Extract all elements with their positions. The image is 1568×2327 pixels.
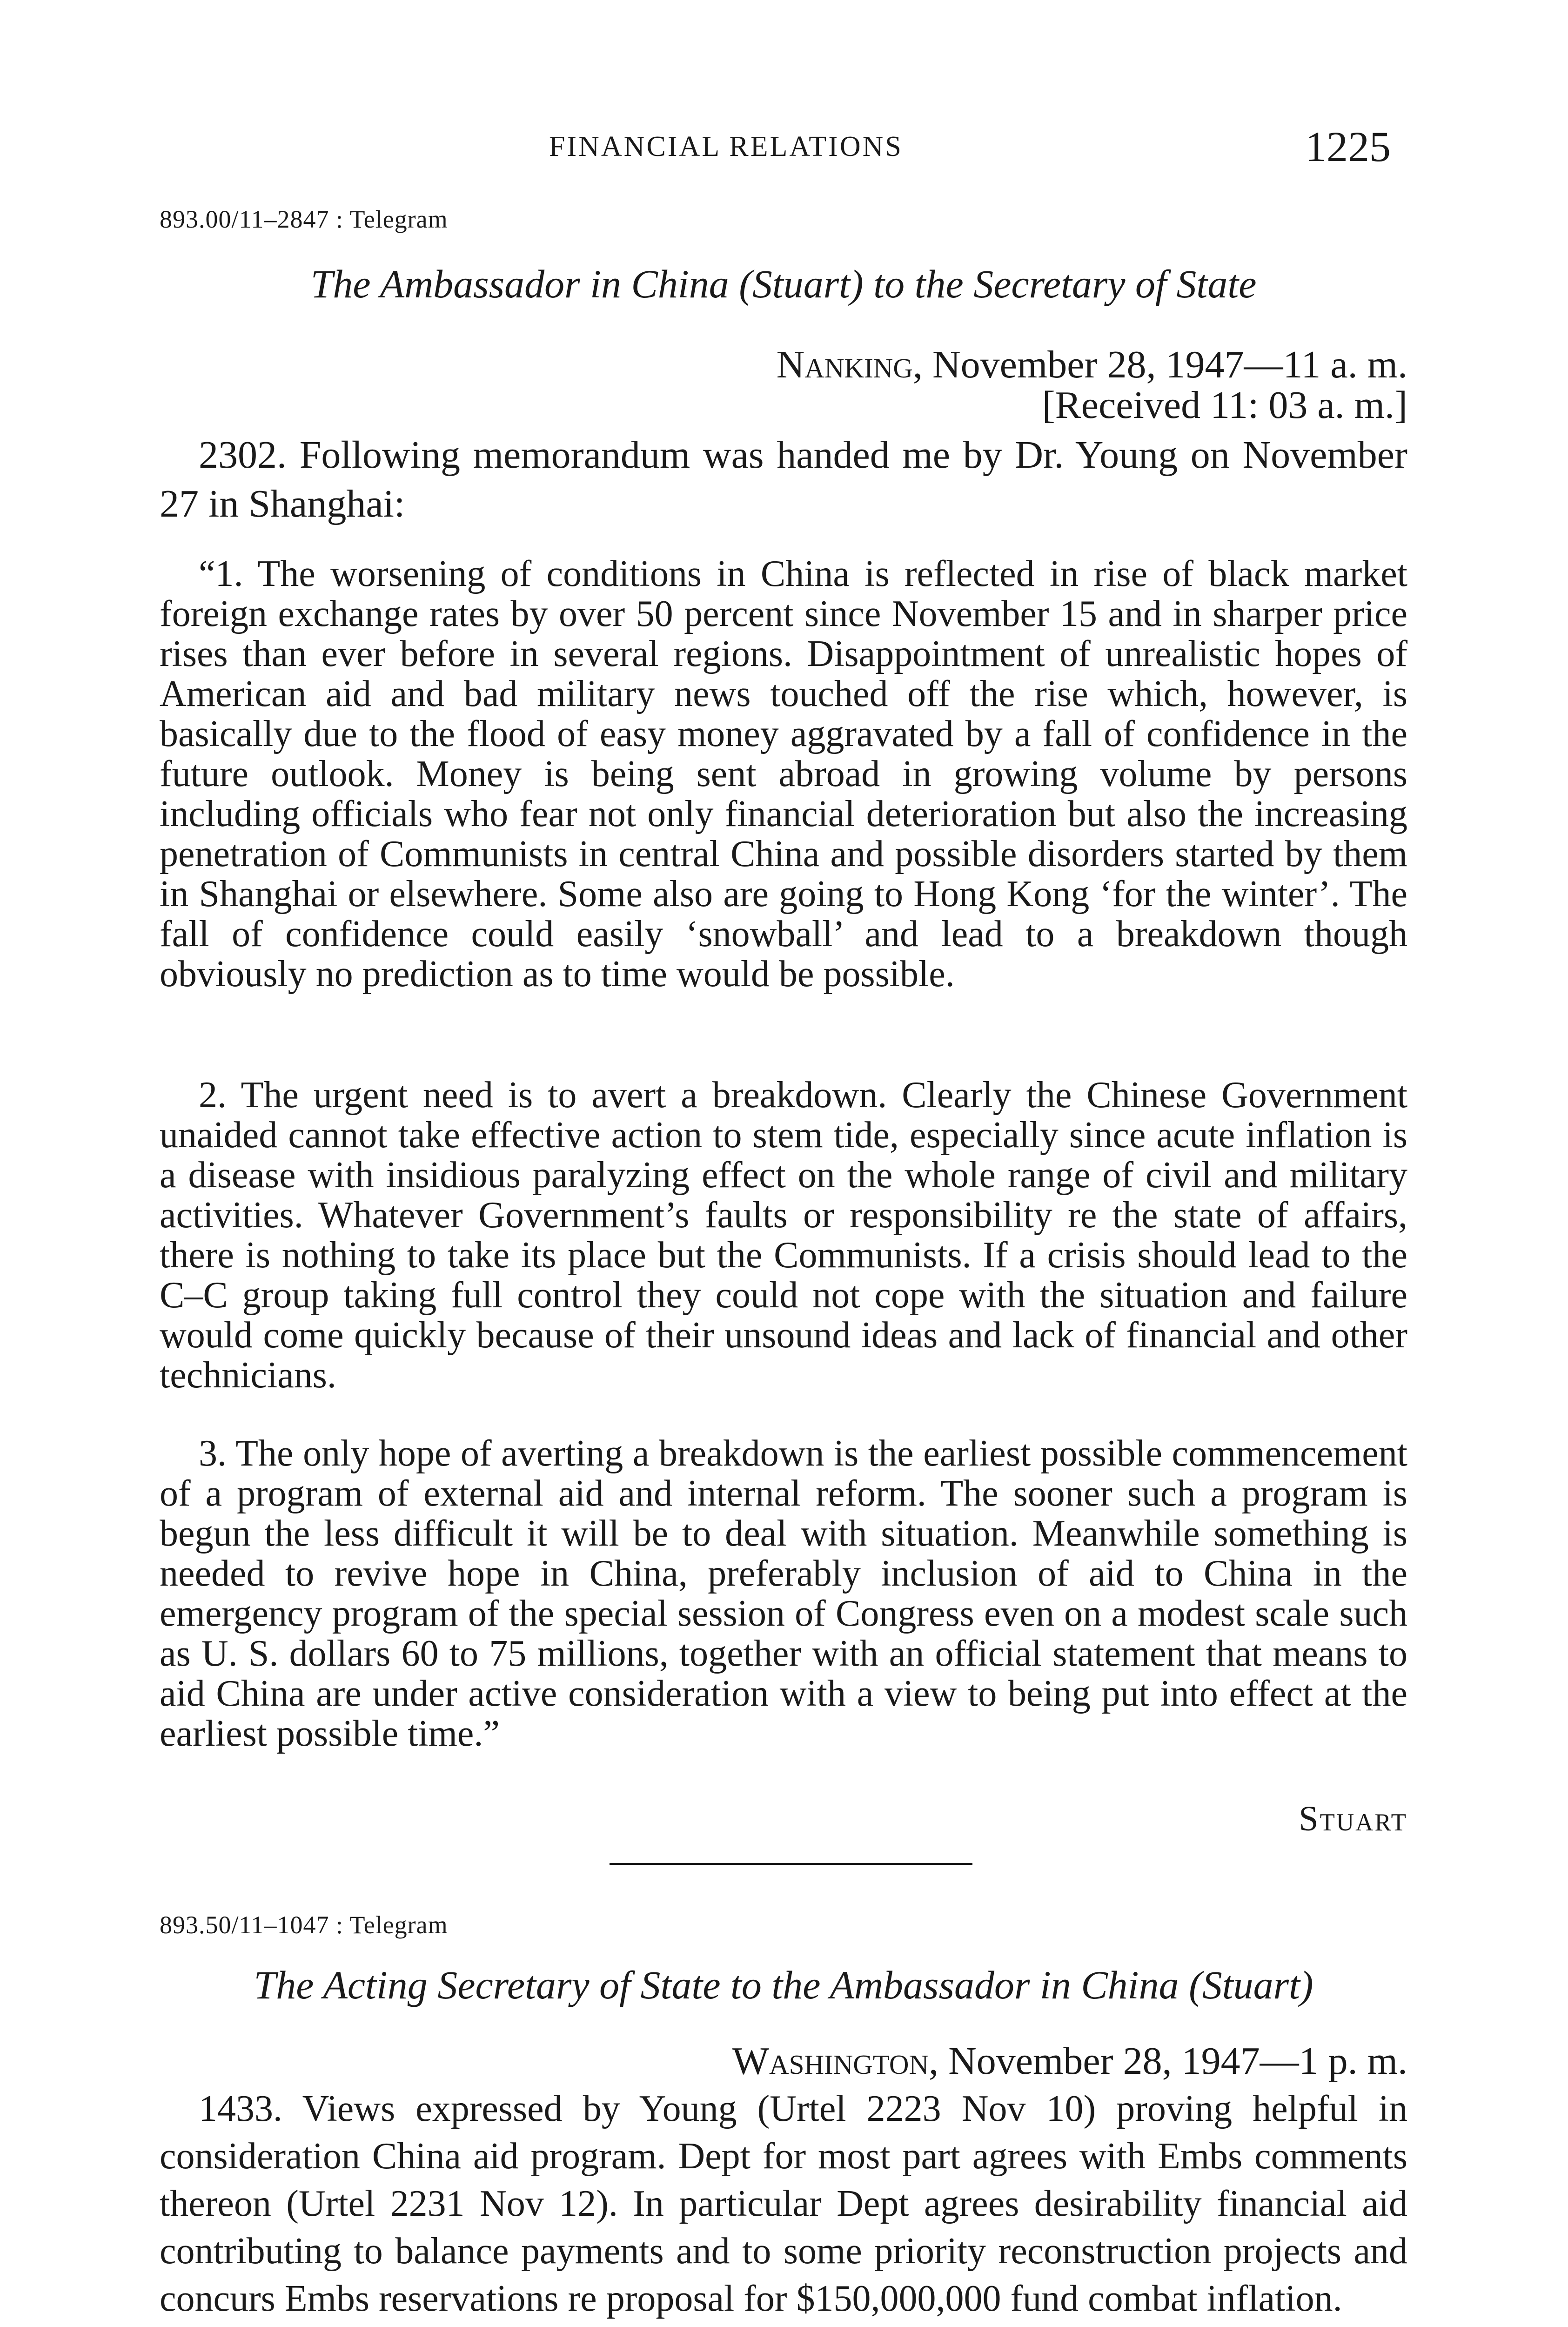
dateline-place-2: Washington, (732, 2039, 939, 2083)
memorandum-paragraph-2: 2. The urgent need is to avert a breakdown. Clearly the Chinese Government unaided cannot take effective action to stem tide, especially since acute inflation is a disease with insidious paralyzing effect on the whole range of civil and military activities. Whatever Government’s faults or responsibility re the state of affairs, there is nothing to take its place but the Communists. If a crisis should lead to the C–C group taking full control they could not cope with the situation and failure would come quickly because of their unsound ideas and lack of financial and other technicians. (160, 1075, 1407, 1396)
signature: Stuart (1299, 1799, 1407, 1838)
dateline-date: November 28, 1947—11 a. m. (922, 343, 1407, 386)
memorandum-paragraph-1: “1. The worsening of conditions in China is reflected in rise of black market foreign exchange rates by over 50 percent since November 15 and in sharper price rises than ever before in several regions. Disappointment of unrealistic hopes of American aid and bad military news touched off the rise which, however, is basically due to the flood of easy money aggravated by a fall of confidence in the future outlook. Money is being sent abroad in growing volume by persons including officials who fear not only financial deterioration but also the increasing penetration of Communists in central China and possible disorders started by them in Shanghai or elsewhere. Some also are going to Hong Kong ‘for the winter’. The fall of confidence could easily ‘snowball’ and lead to a breakdown though obviously no prediction as to time would be possible. (160, 553, 1407, 995)
dateline-2 (160, 2038, 1407, 2084)
document-heading-2: The Acting Secretary of State to the Ambassador in China (Stuart) (254, 1963, 1313, 2007)
running-title: FINANCIAL RELATIONS (549, 131, 903, 162)
telegram-paragraph: 1433. Views expressed by Young (Urtel 2223 Nov 10) proving helpful in consideration China aid program. Dept for most part agrees with Embs comments thereon (Urtel 2231 Nov 12). In particular Dept agrees desirability financial aid contributing to balance payments and to some priority reconstruction projects and concurs Embs reservations re proposal for $150,000,000 fund combat inflation. (160, 2088, 1407, 2319)
dateline-place: Nanking, (776, 343, 923, 386)
file-reference-2: 893.50/11–1047 : Telegram (160, 1911, 448, 1939)
document-heading: The Ambassador in China (Stuart) to the Secretary of State (310, 262, 1257, 306)
dateline-date-2: November 28, 1947—1 p. m. (938, 2039, 1407, 2083)
section-divider (610, 1863, 972, 1865)
received-line: [Received 11: 03 a. m.] (1042, 383, 1407, 427)
telegram-intro: 2302. Following memorandum was handed me by Dr. Young on November 27 in Shanghai: (160, 433, 1407, 525)
dateline (160, 342, 1407, 387)
memorandum-paragraph-3: 3. The only hope of averting a breakdown is the earliest possible commencement of a program of external aid and internal reform. The sooner such a program is begun the less difficult it will be to deal with situation. Meanwhile something is needed to revive hope in China, preferably inclusion of aid to China in the emergency program of the special session of Congress even on a modest scale such as U. S. dollars 60 to 75 millions, together with an official statement that means to aid China are under active consideration with a view to being put into effect at the earliest possible time.” (160, 1433, 1407, 1754)
page-number: 1225 (1305, 123, 1391, 170)
file-reference: 893.00/11–2847 : Telegram (160, 205, 448, 233)
